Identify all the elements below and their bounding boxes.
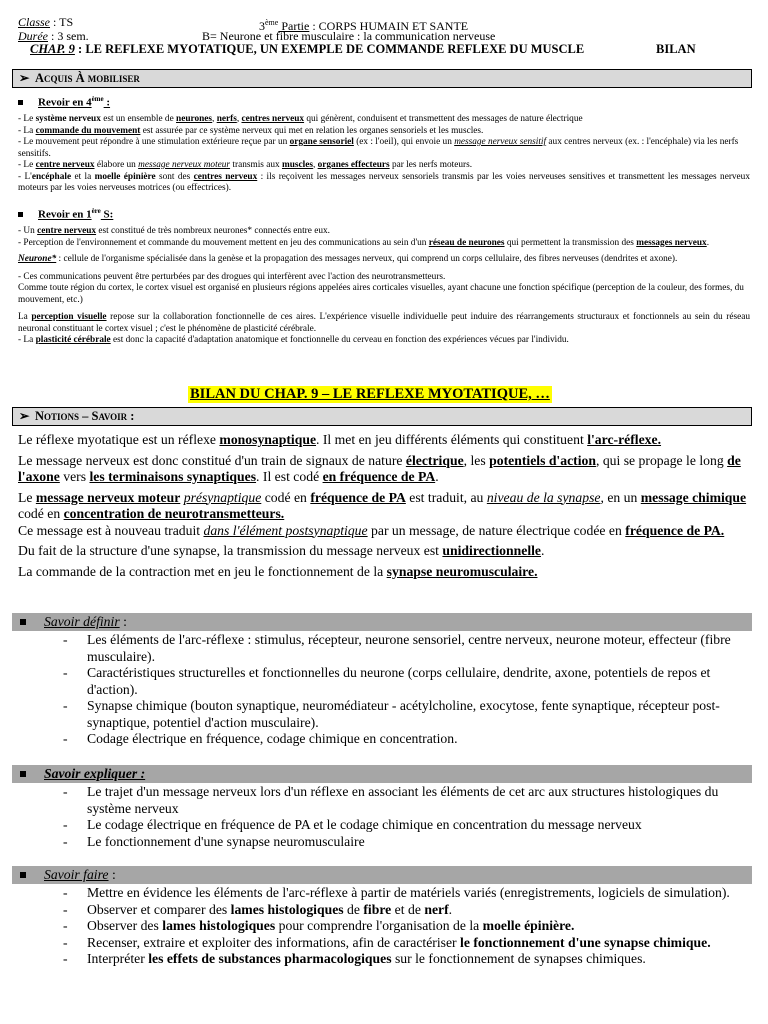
duree-value: : 3 sem.	[48, 29, 89, 43]
savoir-faire-list	[18, 885, 753, 968]
list-item: - Caractéristiques structurelles et fonctionnelles du neurone (corps cellulaire, dendrite, axone, potentiels de repos et d'action).	[63, 665, 711, 697]
revoir-4-line: - Le mouvement peut répondre à une stimulation extérieure reçue par un organe sensoriel (ex : l'oeil), qui envoie un message nerveux sensitif aux centres nerveux (ex. : l'encéphale) via les nerfs sensitifs.	[18, 137, 739, 159]
savoir-definir-title: Savoir définir	[44, 614, 120, 629]
savoir-definir-bar: Savoir définir :	[12, 613, 752, 631]
revoir-4-line: - L'encéphale et la moelle épinière sont des centres nerveux : ils reçoivent les messages nerveux sensoriels transmis par les voies nerveuses sensitives et transmettent les messages nerveux moteurs par les voies nerveuses motrices (ou effectrices).	[18, 171, 750, 193]
list-item: - Mettre en évidence les éléments de l'arc-réflexe à partir de matériels variés (enregistrements, logiciels de simulation).	[63, 885, 730, 900]
list-item: - Observer et comparer des lames histologiques de fibre et de nerf.	[63, 901, 453, 917]
notions-text	[18, 432, 753, 580]
bullet-square-icon	[20, 872, 26, 878]
revoir-1-line: - Perception de l'environnement et commande du mouvement mettent en jeu des communications au sein d'un réseau de neurones qui permettent la transmission des messages nerveux.	[18, 237, 710, 248]
revoir-4-line: - Le centre nerveux élabore un message nerveux moteur transmis aux muscles, organes effecteurs par les nerfs moteurs.	[18, 160, 473, 170]
revoir-1-line: La perception visuelle repose sur la collaboration fonctionnelle de ces aires. L'expérience visuelle individuelle peut induire des réarrangements structuraux et fonctionnels au sein du réseau neuronal constituant le cortex visuel ; c'est le phénomène de plasticité cérébrale.	[18, 312, 750, 334]
arrow-icon: ➢	[19, 409, 30, 423]
savoir-expliquer-list	[18, 784, 753, 850]
classe-value: : TS	[50, 15, 74, 29]
bilan-title: BILAN DU CHAP. 9 – LE REFLEXE MYOTATIQUE, …	[190, 386, 550, 402]
revoir-1-text	[18, 226, 750, 347]
list-item: - Le fonctionnement d'une synapse neuromusculaire	[63, 833, 365, 849]
bullet-square-icon	[20, 771, 26, 777]
revoir-4-heading: Revoir en 4ème :	[18, 95, 110, 109]
header-line-1	[18, 15, 753, 33]
notions-paragraph: Le message nerveux moteur présynaptique codé en fréquence de PA est traduit, au niveau de la synapse, en un message chimique codé en concentration de neurotransmetteurs.	[18, 489, 747, 521]
revoir-1-line: - Ces communications peuvent être perturbées par des drogues qui interfèrent avec l'action des neurotransmetteurs.	[18, 271, 446, 282]
arrow-icon: ➢	[19, 71, 30, 85]
revoir-1-line: Neurone* : cellule de l'organisme spécialisée dans la genèse et la propagation des messages nerveux, qui comprend un corps cellulaire, des fibres nerveuses (dendrites et axone).	[18, 254, 678, 264]
savoir-faire-title: Savoir faire	[44, 867, 109, 882]
list-item: - Les éléments de l'arc-réflexe : stimulus, récepteur, neurone sensoriel, centre nerveux, neurone moteur, effecteur (fibre musculaire).	[63, 632, 731, 664]
savoir-expliquer-bar	[12, 765, 752, 783]
list-item: - Observer des lames histologiques pour comprendre l'organisation de la moelle épinière.	[63, 918, 575, 933]
acquis-section-header	[12, 69, 752, 88]
duree-label: Durée	[18, 29, 48, 43]
notions-paragraph: Le message nerveux est donc constitué d'un train de signaux de nature électrique, les potentiels d'action, qui se propage le long de l'axone vers les terminaisons synaptiques. Il est codé en fréquence de PA.	[18, 452, 741, 484]
notions-paragraph: Du fait de la structure d'une synapse, la transmission du message nerveux est unidirectionnelle.	[18, 543, 545, 558]
notions-paragraph: Ce message est à nouveau traduit dans l'élément postsynaptique par un message, de nature électrique codée en fréquence de PA.	[18, 522, 725, 538]
notions-title: Notions – Savoir :	[35, 409, 135, 423]
savoir-expliquer-title: Savoir expliquer :	[44, 766, 146, 781]
list-item: - Le codage électrique en fréquence de PA et le codage chimique en concentration du message nerveux	[63, 817, 642, 832]
revoir-1-heading: Revoir en 1ère S:	[18, 207, 113, 221]
savoir-faire-bar: Savoir faire :	[12, 866, 752, 884]
list-item: - Recenser, extraire et exploiter des informations, afin de caractériser le fonctionnement d'une synapse chimique.	[63, 934, 711, 950]
classe-label: Classe	[18, 15, 51, 29]
chapter-title: CHAP. 9 : LE REFLEXE MYOTATIQUE, UN EXEMPLE DE COMMANDE REFLEXE DU MUSCLE BILAN	[30, 42, 696, 56]
list-item: - Le trajet d'un message nerveux lors d'un réflexe en associant les éléments de cet arc aux structures histologiques du système nerveux	[63, 784, 719, 816]
bullet-square-icon	[18, 212, 23, 217]
revoir-4-line: - Le système nerveux est un ensemble de neurones, nerfs, centres nerveux qui génèrent, conduisent et transmettent des messages de nature électrique	[18, 114, 583, 124]
revoir-4-text	[18, 114, 750, 195]
notions-paragraph: Le réflexe myotatique est un réflexe monosynaptique. Il met en jeu différents éléments qui constituent l'arc-réflexe.	[18, 432, 662, 447]
revoir-1-line: - La plasticité cérébrale est donc la capacité d'adaptation anatomique et fonctionnelle du cerveau en fonction des expériences vécues par l'individu.	[18, 335, 569, 345]
bilan-label: BILAN	[656, 42, 696, 56]
savoir-definir-list	[18, 632, 753, 748]
notions-section-header	[12, 407, 752, 426]
bullet-square-icon	[18, 100, 23, 105]
revoir-4-line: - La commande du mouvement est assurée par ce système nerveux qui met en relation les organes sensoriels et les muscles.	[18, 125, 484, 136]
bullet-square-icon	[20, 619, 26, 625]
list-item: - Synapse chimique (bouton synaptique, neuromédiateur - acétylcholine, exocytose, fente synaptique, récepteur post-synaptique, potentiel d'action musculaire).	[63, 698, 720, 730]
list-item: - Codage électrique en fréquence, codage chimique en concentration.	[63, 731, 458, 746]
notions-paragraph: La commande de la contraction met en jeu le fonctionnement de la synapse neuromusculaire.	[18, 563, 538, 579]
revoir-1-line: Comme toute région du cortex, le cortex visuel est organisé en plusieurs régions appelées aires corticales visuelles, ayant chacune une fonction spécifique (perception de la couleur, des formes, du mouvement, etc.)	[18, 283, 744, 305]
partie: 3ème Partie : CORPS HUMAIN ET SANTE	[259, 18, 469, 33]
revoir-1-line: - Un centre nerveux est constitué de très nombreux neurones* connectés entre eux.	[18, 226, 330, 236]
b-value: B= Neurone et fibre musculaire : la communication nerveuse	[202, 29, 496, 43]
list-item: - Interpréter les effets de substances pharmacologiques sur le fonctionnement de synapses chimiques.	[63, 951, 646, 966]
acquis-title: Acquis À mobiliser	[35, 71, 140, 85]
